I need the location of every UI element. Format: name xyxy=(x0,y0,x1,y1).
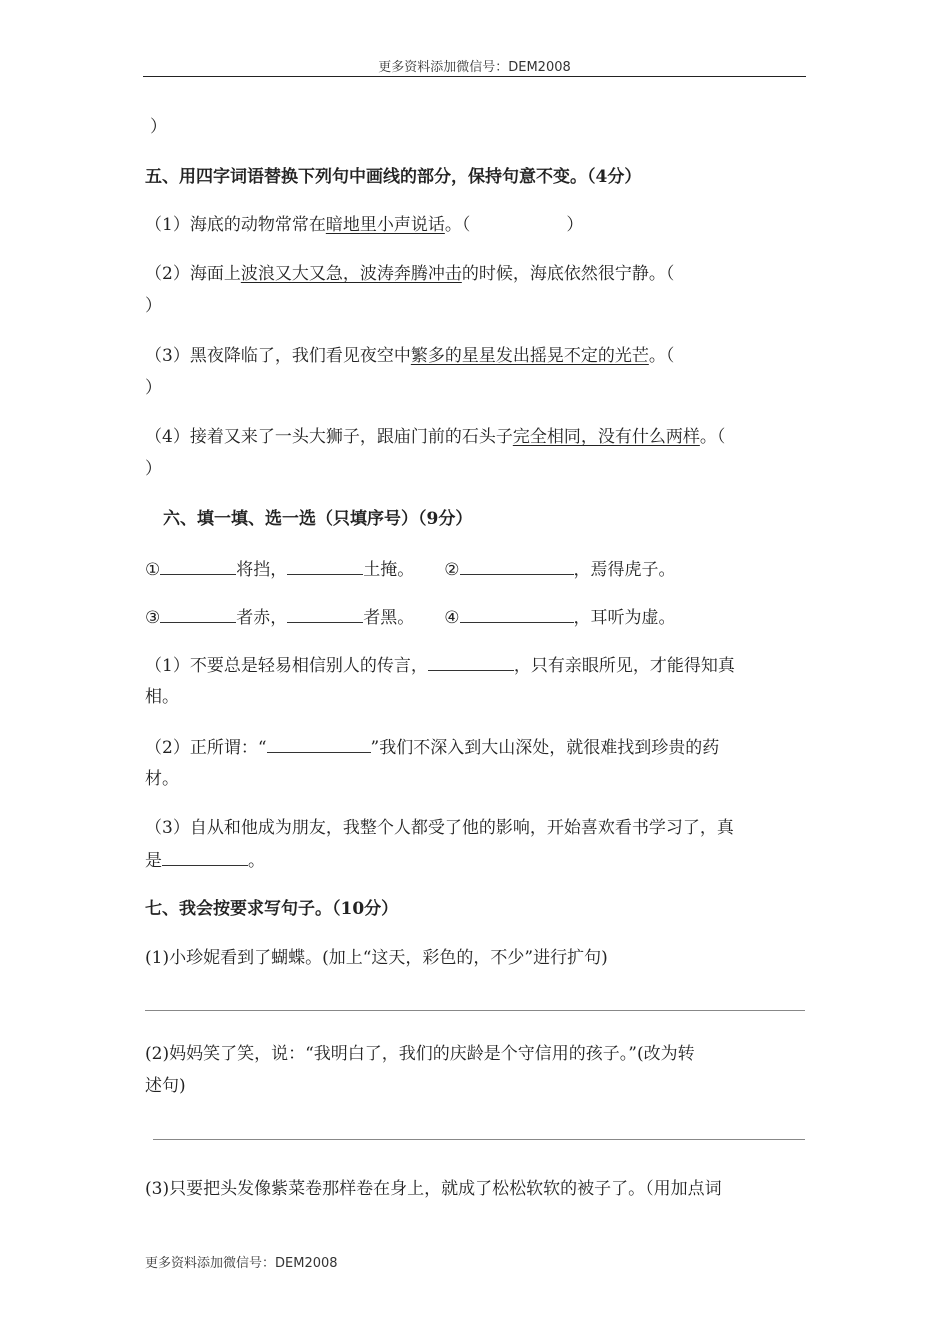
section-7-title: 七、我会按要求写句子。（10分） xyxy=(145,899,399,919)
s5-q2-post: 的时候，海底依然很宁静。（ xyxy=(461,264,675,284)
s7-question-1: (1)小珍妮看到了蝴蝶。(加上“这天，彩色的，不少”进行扩句) xyxy=(145,948,608,968)
s6-q2-text-b: ”我们不深入到大山深处，就很难找到珍贵的药 xyxy=(370,738,720,758)
s7-q2-answer-line[interactable] xyxy=(153,1139,805,1140)
s6-q1-blank[interactable] xyxy=(428,654,514,671)
idiom-2-number: ② xyxy=(444,560,460,580)
s6-q1-text-a: （1）不要总是轻易相信别人的传言， xyxy=(145,656,428,676)
s5-q2-pre: （2）海面上 xyxy=(145,264,241,284)
s5-q3-underlined: 繁多的星星发出摇晃不定的光芒 xyxy=(410,346,649,366)
s6-idiom-row-1 xyxy=(145,558,676,581)
idiom-4-blank[interactable] xyxy=(460,606,574,623)
s5-q3-post: 。（ xyxy=(648,346,675,366)
s6-q3-text-b: 。 xyxy=(248,851,265,871)
s5-q1-close: ） xyxy=(566,215,584,235)
s5-q2-close: ） xyxy=(145,296,162,316)
s5-question-1 xyxy=(145,214,583,236)
s5-q4-pre: （4）接着又来了一头大狮子，跟庙门前的石头子 xyxy=(145,427,513,447)
s5-q1-pre: （1）海底的动物常常在 xyxy=(145,215,326,235)
page-header: 更多资料添加微信号：DEM2008 xyxy=(378,60,571,75)
s5-q3-close: ） xyxy=(145,378,162,398)
idiom-3-text-a: 者赤， xyxy=(236,608,288,628)
s5-q4-post: 。（ xyxy=(699,427,726,447)
s6-q3-text-a: 是 xyxy=(145,851,162,871)
idiom-2-text: ，焉得虎子。 xyxy=(573,560,676,580)
idiom-1-number: ① xyxy=(145,560,161,580)
s7-q1-answer-line[interactable] xyxy=(145,1010,805,1011)
s6-idiom-row-2 xyxy=(145,606,676,629)
s7-q2-line-2: 述句) xyxy=(145,1076,186,1096)
idiom-1-text-b: 土掩。 xyxy=(363,560,415,580)
s5-question-3 xyxy=(145,345,674,367)
idiom-4-number: ④ xyxy=(444,608,460,628)
idiom-1-text-a: 将挡， xyxy=(236,560,288,580)
s6-q2-line-2: 材。 xyxy=(145,769,179,789)
s6-q1-line-2: 相。 xyxy=(145,687,179,707)
s7-question-3: (3)只要把头发像紫菜卷那样卷在身上，就成了松松软软的被子了。（用加点词 xyxy=(145,1179,722,1199)
page-footer: 更多资料添加微信号：DEM2008 xyxy=(145,1256,338,1271)
section-5-title: 五、用四字词语替换下列句中画线的部分，保持句意不变。（4分） xyxy=(145,167,642,187)
s5-q1-underlined: 暗地里小声说话 xyxy=(325,215,445,235)
s6-q2-blank[interactable] xyxy=(267,736,371,753)
s6-question-2 xyxy=(145,736,719,759)
idiom-4-text: ，耳听为虚。 xyxy=(573,608,676,628)
idiom-1-blank-a[interactable] xyxy=(160,558,236,575)
idiom-1-blank-b[interactable] xyxy=(287,558,363,575)
section-6-title: 六、填一填、选一选（只填序号）（9分） xyxy=(163,509,473,529)
s6-q3-line-2 xyxy=(145,849,265,872)
idiom-3-blank-b[interactable] xyxy=(287,606,363,623)
s5-q4-close: ） xyxy=(145,459,162,479)
idiom-2-blank[interactable] xyxy=(460,558,574,575)
s5-q2-underlined: 波浪又大又急，波涛奔腾冲击 xyxy=(240,264,462,284)
s5-question-4 xyxy=(145,426,725,448)
s6-question-1 xyxy=(145,654,735,677)
s5-q3-pre: （3）黑夜降临了，我们看见夜空中 xyxy=(145,346,411,366)
s5-q1-post: 。（ xyxy=(444,215,471,235)
s7-question-2: (2)妈妈笑了笑，说：“我明白了，我们的庆龄是个守信用的孩子。”(改为转 xyxy=(145,1044,695,1064)
header-rule xyxy=(143,76,806,77)
s5-question-2 xyxy=(145,263,674,285)
s6-q1-text-b: ，只有亲眼所见，才能得知真 xyxy=(513,656,735,676)
s6-q2-text-a: （2）正所谓：“ xyxy=(145,738,267,758)
s5-q4-underlined: 完全相同，没有什么两样 xyxy=(512,427,700,447)
top-closing-paren: ） xyxy=(150,117,167,137)
idiom-3-text-b: 者黑。 xyxy=(363,608,415,628)
idiom-3-number: ③ xyxy=(145,608,161,628)
s6-question-3: （3）自从和他成为朋友，我整个人都受了他的影响，开始喜欢看书学习了，真 xyxy=(145,818,734,838)
s6-q3-blank[interactable] xyxy=(162,849,248,866)
idiom-3-blank-a[interactable] xyxy=(160,606,236,623)
